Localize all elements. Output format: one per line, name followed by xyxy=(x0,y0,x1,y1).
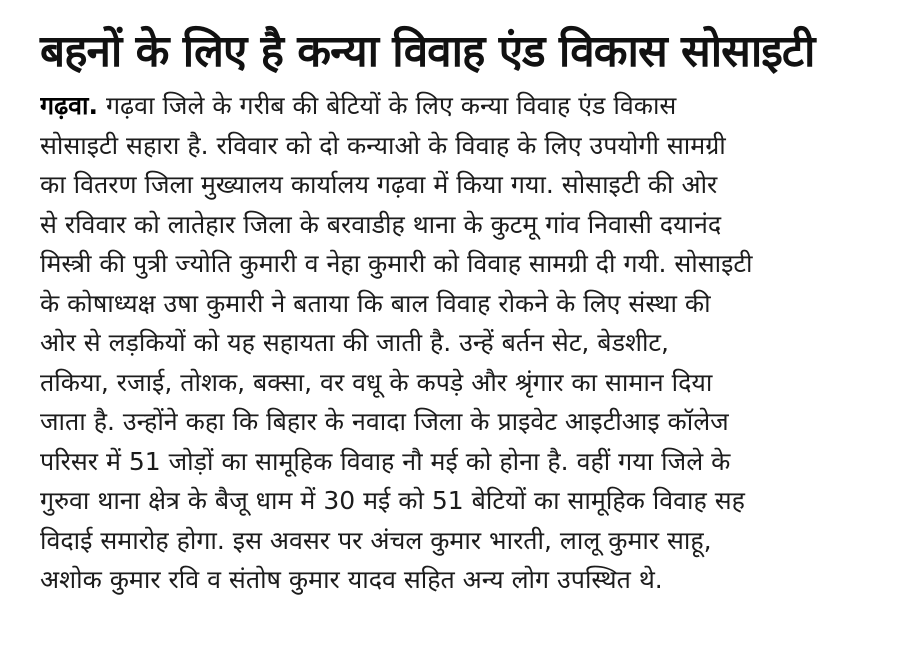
article-line-3: का वितरण जिला मुख्यालय कार्यालय गढ़वा में किया गया. सोसाइटी की ओर xyxy=(40,170,718,199)
article-line-2: सोसाइटी सहारा है. रविवार को दो कन्याओ के विवाह के लिए उपयोगी सामग्री xyxy=(40,130,726,160)
article-line-6: के कोषाध्यक्ष उषा कुमारी ने बताया कि बाल विवाह रोकने के लिए संस्था की xyxy=(40,288,711,318)
article-line-12: विदाई समारोह होगा. इस अवसर पर अंचल कुमार भारती, लालू कुमार साहू, xyxy=(40,525,712,555)
article-line-5: मिस्त्री की पुत्री ज्योति कुमारी व नेहा कुमारी को विवाह सामग्री दी गयी. सोसाइटी xyxy=(40,249,753,278)
article-dateline: गढ़वा. xyxy=(40,91,99,120)
article-line-11: गुरुवा थाना क्षेत्र के बैजू धाम में 30 मई को 51 बेटियों का सामूहिक विवाह सह xyxy=(40,486,745,515)
article-line-1-text: गढ़वा जिले के गरीब की बेटियों के लिए कन्या विवाह एंड विकास xyxy=(98,91,677,120)
article-line-7: ओर से लड़कियों को यह सहायता की जाती है. उन्हें बर्तन सेट, बेडशीट, xyxy=(40,328,669,357)
article-body xyxy=(40,86,880,600)
article-line-4: से रविवार को लातेहार जिला के बरवाडीह थाना के कुटमू गांव निवासी दयानंद xyxy=(40,209,722,239)
article-line-1 xyxy=(40,86,880,126)
article-headline: बहनों के लिए है कन्या विवाह एंड विकास सोसाइटी xyxy=(40,26,815,77)
article-line-13: अशोक कुमार रवि व संतोष कुमार यादव सहित अन्य लोग उपस्थित थे. xyxy=(40,565,663,594)
article-line-8: तकिया, रजाई, तोशक, बक्सा, वर वधू के कपड़े और श्रृंगार का सामान दिया xyxy=(40,367,713,397)
article-line-10: परिसर में 51 जोड़ों का सामूहिक विवाह नौ मई को होना है. वहीं गया जिले के xyxy=(40,446,731,476)
article-line-9: जाता है. उन्होंने कहा कि बिहार के नवादा जिला के प्राइवेट आइटीआइ कॉलेज xyxy=(40,407,729,436)
